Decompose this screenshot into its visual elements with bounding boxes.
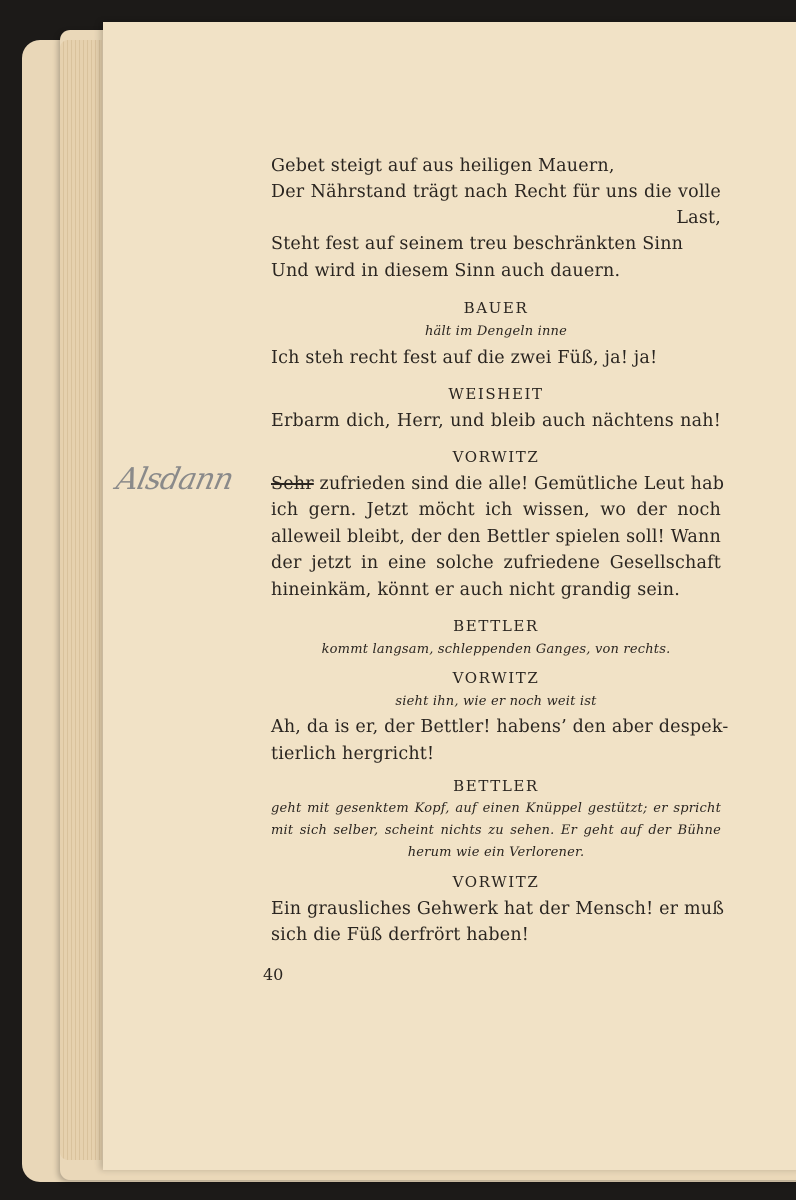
stage-direction: geht mit gesenktem Kopf, auf einen Knüppel gestützt; er spricht xyxy=(271,801,721,816)
dialogue-line: Ein grausliches Gehwerk hat der Mensch! er muß xyxy=(271,899,725,919)
dialogue-line: hineinkäm, könnt er auch nicht grandig sein. xyxy=(271,580,680,600)
stage-direction: kommt langsam, schleppenden Ganges, von rechts. xyxy=(321,642,671,657)
page-number: 40 xyxy=(263,965,284,984)
dialogue-line: Erbarm dich, Herr, und bleib auch nächtens nah! xyxy=(271,411,721,431)
dialogue-line: der jetzt in eine solche zufriedene Gesellschaft xyxy=(271,553,721,573)
speaker-vorwitz: VORWITZ xyxy=(452,448,540,466)
stage-direction: herum wie ein Verlorener. xyxy=(407,845,585,860)
stage-direction: mit sich selber, scheint nichts zu sehen. Er geht auf der Bühne xyxy=(271,823,721,838)
verse-line: Und wird in diesem Sinn auch dauern. xyxy=(271,261,621,281)
dialogue-line: alleweil bleibt, der den Bettler spielen soll! Wann xyxy=(271,527,721,547)
struck-word: Sehr xyxy=(271,474,314,494)
dialogue-line: Ah, da is er, der Bettler! habens’ den aber despek- xyxy=(271,717,729,737)
dialogue-text: zufrieden sind die alle! Gemütliche Leut hab xyxy=(313,474,725,494)
dialogue-line: tierlich hergricht! xyxy=(271,744,435,764)
book-page xyxy=(103,22,796,1170)
speaker-bettler: BETTLER xyxy=(453,617,539,635)
speaker-bauer: BAUER xyxy=(463,299,529,317)
verse-line: Gebet steigt auf aus heiligen Mauern, xyxy=(271,156,615,176)
dialogue-line: Ich steh recht fest auf die zwei Füß, ja! ja! xyxy=(271,348,658,368)
dialogue-line: ich gern. Jetzt möcht ich wissen, wo der noch xyxy=(271,500,721,520)
speaker-weisheit: WEISHEIT xyxy=(448,385,544,403)
verse-line: Last, xyxy=(676,208,721,228)
margin-handwritten-note: Alsdann xyxy=(113,462,237,497)
speaker-vorwitz: VORWITZ xyxy=(452,669,540,687)
speaker-bettler: BETTLER xyxy=(453,777,539,795)
dialogue-line: sich die Füß derfrört haben! xyxy=(271,925,530,945)
stage-direction: hält im Dengeln inne xyxy=(424,324,568,339)
stage-direction: sieht ihn, wie er noch weit ist xyxy=(395,694,597,709)
speaker-vorwitz: VORWITZ xyxy=(452,873,540,891)
verse-line: Steht fest auf seinem treu beschränkten Sinn xyxy=(271,234,684,254)
dialogue-line xyxy=(271,474,725,494)
verse-line: Der Nährstand trägt nach Recht für uns die volle xyxy=(271,182,721,202)
